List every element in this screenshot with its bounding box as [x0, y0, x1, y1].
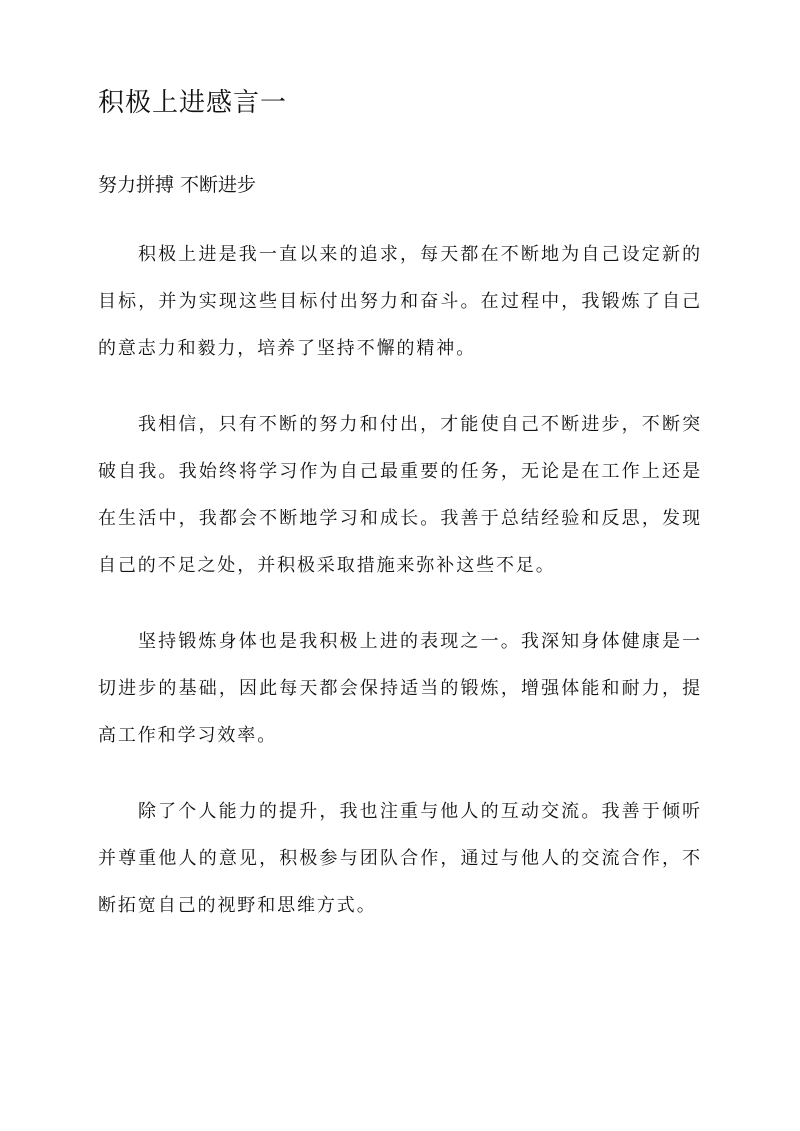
paragraph-1: 积极上进是我一直以来的追求，每天都在不断地为自己设定新的目标，并为实现这些目标付出努力和奋斗。在过程中，我锻炼了自己的意志力和毅力，培养了坚持不懈的精神。	[98, 244, 702, 359]
document-body	[98, 231, 702, 929]
paragraph-2: 我相信，只有不断的努力和付出，才能使自己不断进步，不断突破自我。我始终将学习作为自己最重要的任务，无论是在工作上还是在生活中，我都会不断地学习和成长。我善于总结经验和反思，发现自己的不足之处，并积极采取措施来弥补这些不足。	[98, 414, 702, 576]
section-heading: 努力拼搏 不断进步	[98, 174, 257, 196]
paragraph-3: 坚持锻炼身体也是我积极上进的表现之一。我深知身体健康是一切进步的基础，因此每天都会保持适当的锻炼，增强体能和耐力，提高工作和学习效率。	[98, 631, 702, 746]
paragraph-4: 除了个人能力的提升，我也注重与他人的互动交流。我善于倾听并尊重他人的意见，积极参与团队合作，通过与他人的交流合作，不断拓宽自己的视野和思维方式。	[98, 801, 702, 916]
document-title: 积极上进感言一	[98, 88, 288, 118]
